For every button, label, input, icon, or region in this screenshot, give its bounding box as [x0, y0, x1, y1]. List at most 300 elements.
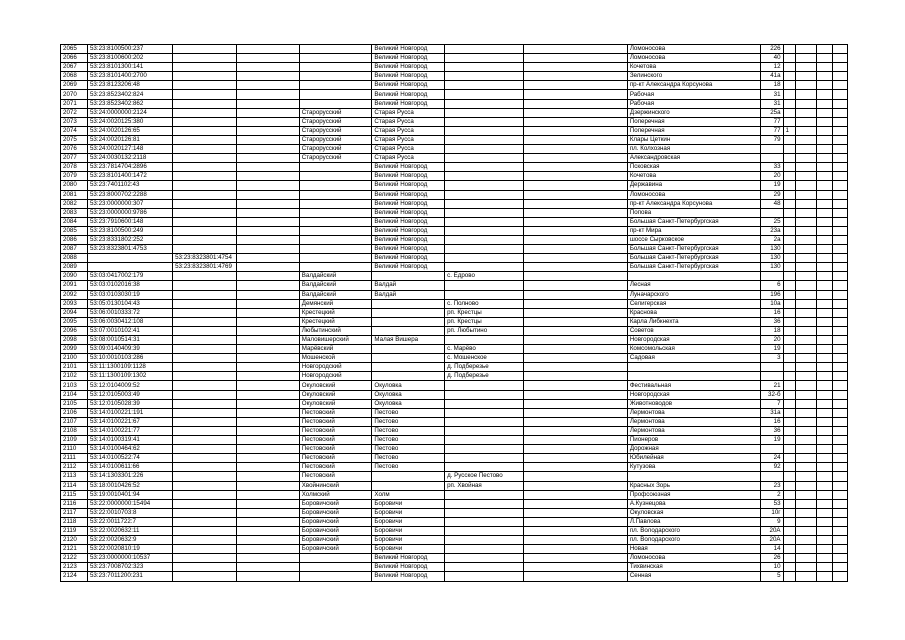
district-cell: Любытинский	[299, 326, 372, 335]
extra-id-cell	[237, 145, 299, 154]
settlement-cell	[445, 554, 524, 563]
table-row	[61, 245, 848, 254]
extra-3-cell	[833, 290, 848, 299]
street-cell: Лермонтова	[627, 408, 760, 417]
extra-2-cell	[816, 45, 833, 54]
district-cell	[299, 81, 372, 90]
street-type-cell	[524, 90, 628, 99]
building-cell	[783, 454, 795, 463]
street-cell	[627, 363, 760, 372]
extra-id-cell	[237, 372, 299, 381]
row-number-cell: 2122	[61, 554, 88, 563]
row-number-cell: 2074	[61, 126, 88, 135]
extra-2-cell	[816, 181, 833, 190]
extra-3-cell	[833, 226, 848, 235]
extra-id-cell	[237, 336, 299, 345]
city-cell	[372, 326, 445, 335]
settlement-cell	[445, 436, 524, 445]
extra-id-cell	[237, 454, 299, 463]
house-number-cell: 226	[760, 45, 783, 54]
extra-1-cell	[795, 354, 816, 363]
row-number-cell: 2098	[61, 336, 88, 345]
building-cell	[783, 426, 795, 435]
table-row	[61, 135, 848, 144]
related-cadastral-number-cell	[173, 154, 237, 163]
extra-1-cell	[795, 90, 816, 99]
related-cadastral-number-cell	[173, 299, 237, 308]
row-number-cell: 2066	[61, 54, 88, 63]
city-cell: Пестово	[372, 445, 445, 454]
table-row	[61, 463, 848, 472]
related-cadastral-number-cell	[173, 172, 237, 181]
extra-2-cell	[816, 263, 833, 272]
district-cell: Валдайский	[299, 272, 372, 281]
settlement-cell: рп. Крестцы	[445, 317, 524, 326]
extra-3-cell	[833, 463, 848, 472]
cadastral-number-cell: 53:03:0102016:38	[87, 281, 172, 290]
street-cell: Фестивальная	[627, 381, 760, 390]
extra-2-cell	[816, 163, 833, 172]
street-cell: Тихвинская	[627, 563, 760, 572]
house-number-cell: 23а	[760, 226, 783, 235]
street-cell: Клары Цеткин	[627, 135, 760, 144]
building-cell	[783, 81, 795, 90]
building-cell	[783, 145, 795, 154]
extra-1-cell	[795, 508, 816, 517]
related-cadastral-number-cell	[173, 554, 237, 563]
building-cell	[783, 108, 795, 117]
extra-3-cell	[833, 181, 848, 190]
cadastral-number-cell: 53:24:0020126:65	[87, 126, 172, 135]
extra-id-cell	[237, 490, 299, 499]
extra-3-cell	[833, 390, 848, 399]
settlement-cell	[445, 154, 524, 163]
city-cell: Великий Новгород	[372, 263, 445, 272]
settlement-cell	[445, 199, 524, 208]
row-number-cell: 2069	[61, 81, 88, 90]
extra-3-cell	[833, 345, 848, 354]
row-number-cell: 2068	[61, 72, 88, 81]
row-number-cell: 2082	[61, 199, 88, 208]
extra-1-cell	[795, 263, 816, 272]
row-number-cell: 2103	[61, 381, 88, 390]
building-cell	[783, 526, 795, 535]
city-cell: Великий Новгород	[372, 208, 445, 217]
settlement-cell	[445, 454, 524, 463]
cadastral-number-cell: 53:14:0100221:77	[87, 426, 172, 435]
extra-1-cell	[795, 72, 816, 81]
related-cadastral-number-cell	[173, 117, 237, 126]
city-cell	[372, 363, 445, 372]
street-cell: Кочетова	[627, 63, 760, 72]
extra-2-cell	[816, 517, 833, 526]
district-cell	[299, 563, 372, 572]
house-number-cell	[760, 154, 783, 163]
street-cell: Поперечная	[627, 126, 760, 135]
extra-2-cell	[816, 454, 833, 463]
district-cell: Старорусский	[299, 145, 372, 154]
table-row	[61, 345, 848, 354]
district-cell	[299, 254, 372, 263]
extra-id-cell	[237, 181, 299, 190]
extra-2-cell	[816, 90, 833, 99]
extra-1-cell	[795, 490, 816, 499]
table-row	[61, 326, 848, 335]
extra-2-cell	[816, 463, 833, 472]
settlement-cell	[445, 499, 524, 508]
extra-3-cell	[833, 526, 848, 535]
row-number-cell: 2106	[61, 408, 88, 417]
building-cell	[783, 554, 795, 563]
extra-2-cell	[816, 354, 833, 363]
extra-2-cell	[816, 281, 833, 290]
street-cell	[627, 472, 760, 481]
table-row	[61, 235, 848, 244]
city-cell: Старая Русса	[372, 108, 445, 117]
settlement-cell	[445, 126, 524, 135]
city-cell: Окуловка	[372, 399, 445, 408]
district-cell: Пестовский	[299, 408, 372, 417]
street-type-cell	[524, 517, 628, 526]
extra-3-cell	[833, 208, 848, 217]
cadastral-number-cell: 53:24:0030132:2118	[87, 154, 172, 163]
street-type-cell	[524, 454, 628, 463]
extra-3-cell	[833, 99, 848, 108]
city-cell	[372, 345, 445, 354]
table-row	[61, 54, 848, 63]
street-cell: Садовая	[627, 354, 760, 363]
extra-2-cell	[816, 117, 833, 126]
row-number-cell: 2089	[61, 263, 88, 272]
street-type-cell	[524, 363, 628, 372]
related-cadastral-number-cell	[173, 399, 237, 408]
street-type-cell	[524, 281, 628, 290]
house-number-cell: 20	[760, 336, 783, 345]
row-number-cell: 2113	[61, 472, 88, 481]
settlement-cell	[445, 245, 524, 254]
district-cell: Боровичский	[299, 508, 372, 517]
street-cell: Ломоносова	[627, 190, 760, 199]
house-number-cell: 10	[760, 563, 783, 572]
related-cadastral-number-cell	[173, 490, 237, 499]
row-number-cell: 2118	[61, 517, 88, 526]
extra-id-cell	[237, 545, 299, 554]
row-number-cell: 2096	[61, 326, 88, 335]
related-cadastral-number-cell	[173, 317, 237, 326]
cadastral-number-cell: 53:06:0010333:72	[87, 308, 172, 317]
extra-3-cell	[833, 499, 848, 508]
extra-3-cell	[833, 372, 848, 381]
row-number-cell: 2080	[61, 181, 88, 190]
cadastral-number-cell: 53:19:0010401:94	[87, 490, 172, 499]
row-number-cell: 2111	[61, 454, 88, 463]
house-number-cell: 53	[760, 499, 783, 508]
extra-2-cell	[816, 345, 833, 354]
extra-1-cell	[795, 345, 816, 354]
settlement-cell	[445, 263, 524, 272]
extra-2-cell	[816, 399, 833, 408]
street-cell: Большая Санкт-Петербургская	[627, 217, 760, 226]
extra-1-cell	[795, 108, 816, 117]
extra-id-cell	[237, 517, 299, 526]
extra-id-cell	[237, 263, 299, 272]
extra-3-cell	[833, 117, 848, 126]
extra-3-cell	[833, 454, 848, 463]
extra-3-cell	[833, 135, 848, 144]
building-cell	[783, 208, 795, 217]
building-cell	[783, 290, 795, 299]
extra-3-cell	[833, 145, 848, 154]
extra-2-cell	[816, 436, 833, 445]
table-row	[61, 190, 848, 199]
street-cell: Пионеров	[627, 436, 760, 445]
table-row	[61, 481, 848, 490]
street-cell: Животноводов	[627, 399, 760, 408]
settlement-cell	[445, 135, 524, 144]
cadastral-number-cell: 53:14:0100221:191	[87, 408, 172, 417]
extra-2-cell	[816, 99, 833, 108]
extra-3-cell	[833, 299, 848, 308]
table-row	[61, 381, 848, 390]
settlement-cell	[445, 235, 524, 244]
district-cell: Окуловский	[299, 399, 372, 408]
street-type-cell	[524, 336, 628, 345]
street-type-cell	[524, 181, 628, 190]
cadastral-number-cell: 53:08:0010514:31	[87, 336, 172, 345]
cadastral-number-cell: 53:24:0020125:380	[87, 117, 172, 126]
row-number-cell: 2109	[61, 436, 88, 445]
row-number-cell: 2076	[61, 145, 88, 154]
building-cell	[783, 72, 795, 81]
extra-id-cell	[237, 426, 299, 435]
cadastral-number-cell: 53:14:0100221:67	[87, 417, 172, 426]
extra-1-cell	[795, 399, 816, 408]
row-number-cell: 2086	[61, 235, 88, 244]
extra-3-cell	[833, 354, 848, 363]
city-cell: Пестово	[372, 426, 445, 435]
district-cell: Валдайский	[299, 281, 372, 290]
street-type-cell	[524, 326, 628, 335]
cadastral-number-cell: 53:23:8100500:249	[87, 226, 172, 235]
settlement-cell	[445, 72, 524, 81]
district-cell	[299, 235, 372, 244]
table-row	[61, 399, 848, 408]
related-cadastral-number-cell	[173, 72, 237, 81]
street-cell: Александровская	[627, 154, 760, 163]
settlement-cell	[445, 563, 524, 572]
extra-2-cell	[816, 81, 833, 90]
street-type-cell	[524, 463, 628, 472]
street-cell: Луначарского	[627, 290, 760, 299]
cadastral-number-cell: 53:23:8323801:4753	[87, 245, 172, 254]
street-type-cell	[524, 417, 628, 426]
street-cell: Ломоносова	[627, 45, 760, 54]
cadastral-number-cell: 53:23:8101400:2700	[87, 72, 172, 81]
cadastral-number-cell: 53:23:7401102:43	[87, 181, 172, 190]
extra-1-cell	[795, 172, 816, 181]
extra-2-cell	[816, 526, 833, 535]
city-cell: Великий Новгород	[372, 163, 445, 172]
extra-1-cell	[795, 254, 816, 263]
table-row	[61, 426, 848, 435]
district-cell	[299, 217, 372, 226]
extra-2-cell	[816, 554, 833, 563]
street-cell: Попова	[627, 208, 760, 217]
related-cadastral-number-cell	[173, 290, 237, 299]
related-cadastral-number-cell	[173, 472, 237, 481]
table-row	[61, 299, 848, 308]
extra-3-cell	[833, 163, 848, 172]
extra-id-cell	[237, 508, 299, 517]
extra-3-cell	[833, 54, 848, 63]
street-type-cell	[524, 254, 628, 263]
cadastral-number-cell: 53:23:8523402:862	[87, 99, 172, 108]
table-row	[61, 117, 848, 126]
table-row	[61, 272, 848, 281]
cadastral-number-cell: 53:03:0417002:179	[87, 272, 172, 281]
extra-id-cell	[237, 90, 299, 99]
row-number-cell: 2120	[61, 536, 88, 545]
extra-id-cell	[237, 326, 299, 335]
extra-1-cell	[795, 363, 816, 372]
extra-2-cell	[816, 199, 833, 208]
district-cell: Пестовский	[299, 463, 372, 472]
street-cell: Лермонтова	[627, 417, 760, 426]
related-cadastral-number-cell	[173, 108, 237, 117]
street-cell: Большая Санкт-Петербургская	[627, 254, 760, 263]
city-cell: Пестово	[372, 463, 445, 472]
extra-1-cell	[795, 472, 816, 481]
building-cell	[783, 181, 795, 190]
building-cell	[783, 199, 795, 208]
related-cadastral-number-cell	[173, 499, 237, 508]
house-number-cell: 24	[760, 454, 783, 463]
cadastral-number-cell: 53:23:0000000:307	[87, 199, 172, 208]
city-cell: Старая Русса	[372, 135, 445, 144]
cadastral-number-cell: 53:23:7910600:148	[87, 217, 172, 226]
district-cell: Пестовский	[299, 426, 372, 435]
settlement-cell	[445, 390, 524, 399]
building-cell	[783, 54, 795, 63]
cadastral-number-cell: 53:22:0020632:11	[87, 526, 172, 535]
related-cadastral-number-cell	[173, 408, 237, 417]
street-type-cell	[524, 390, 628, 399]
building-cell	[783, 154, 795, 163]
related-cadastral-number-cell	[173, 372, 237, 381]
cadastral-number-cell: 53:22:0000000:15494	[87, 499, 172, 508]
cadastral-number-cell: 53:23:8123206:48	[87, 81, 172, 90]
cadastral-number-cell: 53:22:0020810:19	[87, 545, 172, 554]
district-cell: Старорусский	[299, 154, 372, 163]
street-type-cell	[524, 108, 628, 117]
city-cell: Малая Вишера	[372, 336, 445, 345]
settlement-cell: рп. Любытино	[445, 326, 524, 335]
related-cadastral-number-cell	[173, 226, 237, 235]
house-number-cell: 3	[760, 354, 783, 363]
extra-2-cell	[816, 445, 833, 454]
cadastral-number-cell: 53:03:0103030:19	[87, 290, 172, 299]
house-number-cell: 26	[760, 554, 783, 563]
extra-2-cell	[816, 299, 833, 308]
extra-id-cell	[237, 235, 299, 244]
building-cell	[783, 445, 795, 454]
row-number-cell: 2072	[61, 108, 88, 117]
row-number-cell: 2119	[61, 526, 88, 535]
related-cadastral-number-cell	[173, 126, 237, 135]
city-cell: Великий Новгород	[372, 199, 445, 208]
extra-2-cell	[816, 235, 833, 244]
related-cadastral-number-cell	[173, 526, 237, 535]
related-cadastral-number-cell	[173, 363, 237, 372]
house-number-cell: 31	[760, 90, 783, 99]
street-type-cell	[524, 54, 628, 63]
extra-3-cell	[833, 363, 848, 372]
district-cell: Старорусский	[299, 117, 372, 126]
city-cell: Великий Новгород	[372, 81, 445, 90]
cadastral-number-cell: 53:23:8000702:2288	[87, 190, 172, 199]
extra-2-cell	[816, 326, 833, 335]
table-row	[61, 490, 848, 499]
extra-id-cell	[237, 408, 299, 417]
table-row	[61, 254, 848, 263]
extra-id-cell	[237, 308, 299, 317]
settlement-cell	[445, 526, 524, 535]
street-cell: Новгородская	[627, 390, 760, 399]
related-cadastral-number-cell	[173, 326, 237, 335]
settlement-cell: д. Подберезье	[445, 372, 524, 381]
extra-1-cell	[795, 190, 816, 199]
related-cadastral-number-cell	[173, 308, 237, 317]
building-cell	[783, 354, 795, 363]
cadastral-number-cell: 53:23:0000000:10537	[87, 554, 172, 563]
district-cell	[299, 208, 372, 217]
street-cell: Рабочая	[627, 99, 760, 108]
cadastral-number-cell: 53:23:8101300:141	[87, 63, 172, 72]
extra-3-cell	[833, 190, 848, 199]
row-number-cell: 2116	[61, 499, 88, 508]
house-number-cell	[760, 145, 783, 154]
street-cell: Советов	[627, 326, 760, 335]
building-cell	[783, 90, 795, 99]
street-cell: пл. Володарского	[627, 536, 760, 545]
related-cadastral-number-cell	[173, 545, 237, 554]
extra-2-cell	[816, 308, 833, 317]
district-cell	[299, 226, 372, 235]
city-cell: Великий Новгород	[372, 235, 445, 244]
district-cell: Крестецкий	[299, 317, 372, 326]
extra-id-cell	[237, 81, 299, 90]
extra-id-cell	[237, 254, 299, 263]
district-cell: Маловишерский	[299, 336, 372, 345]
row-number-cell: 2067	[61, 63, 88, 72]
extra-id-cell	[237, 526, 299, 535]
settlement-cell	[445, 508, 524, 517]
street-cell: Большая Санкт-Петербургская	[627, 245, 760, 254]
extra-1-cell	[795, 308, 816, 317]
extra-3-cell	[833, 235, 848, 244]
building-cell	[783, 508, 795, 517]
district-cell: Боровичский	[299, 517, 372, 526]
extra-2-cell	[816, 245, 833, 254]
house-number-cell	[760, 272, 783, 281]
house-number-cell: 31а	[760, 408, 783, 417]
cadastral-number-cell: 53:23:8100500:237	[87, 45, 172, 54]
extra-1-cell	[795, 99, 816, 108]
cadastral-number-cell: 53:11:1300109:1302	[87, 372, 172, 381]
table-row	[61, 217, 848, 226]
extra-2-cell	[816, 217, 833, 226]
house-number-cell: 6	[760, 281, 783, 290]
